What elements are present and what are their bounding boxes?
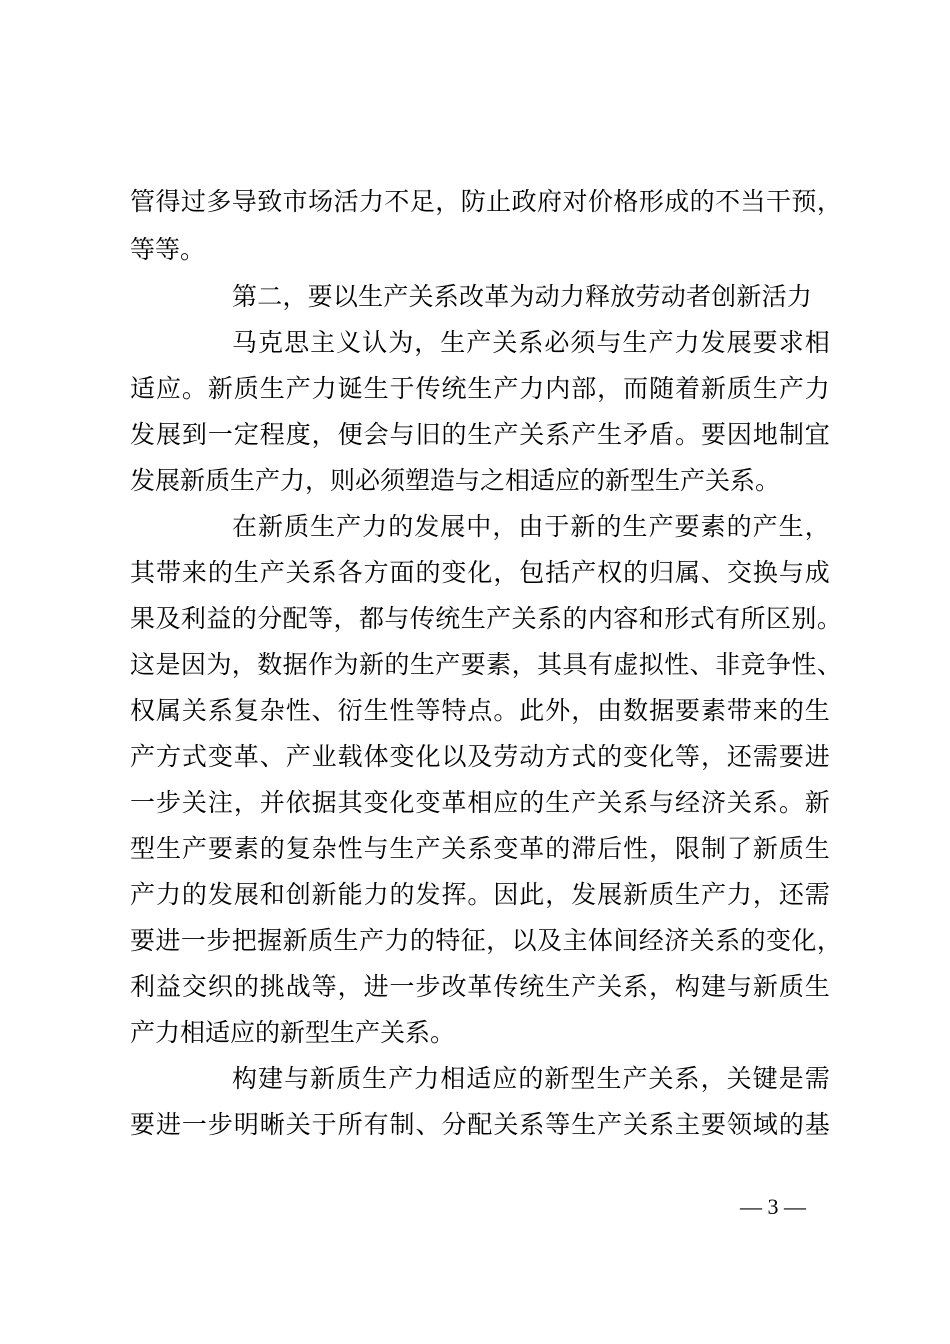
text-line: 果 及 利 益 的 分 配 等 ， 都 与 传 统 生 产 关 系 的 内 容 和 形 式 有 所 区 别 。 bbox=[130, 604, 842, 633]
text-line: 利 益 交 织 的 挑 战 等 ， 进 一 步 改 革 传 统 生 产 关 系 ， 构 建 与 新 质 生 bbox=[130, 972, 830, 1001]
text-line: 产 力 的 发 展 和 创 新 能 力 的 发 挥 。 因 此 ， 发 展 新 质 生 产 力 ， 还 需 bbox=[130, 880, 830, 909]
text-line: 产 方 式 变 革 、 产 业 载 体 变 化 以 及 劳 动 方 式 的 变 化 等 ， 还 需 要 进 bbox=[130, 742, 830, 771]
text-line: 产力相适应的新型生产关系。 bbox=[130, 1018, 456, 1047]
text-line: 权 属 关 系 复 杂 性 、 衍 生 性 等 特 点 。 此 外 ， 由 数 据 要 素 带 来 的 生 bbox=[130, 696, 830, 725]
section-heading: 第 二 ， 要 以 生 产 关 系 改 革 为 动 力 释 放 劳 动 者 创 新 活 力 bbox=[232, 282, 812, 311]
text-line: 等等。 bbox=[130, 235, 206, 264]
text-line: 构 建 与 新 质 生 产 力 相 适 应 的 新 型 生 产 关 系 ， 关 键 是 需 bbox=[232, 1064, 830, 1093]
text-line: 这 是 因 为 ， 数 据 作 为 新 的 生 产 要 素 ， 其 具 有 虚 拟 性 、 非 竞 争 性 、 bbox=[130, 650, 842, 679]
text-line: 管 得 过 多 导 致 市 场 活 力 不 足 ， 防 止 政 府 对 价 格 形 成 的 不 当 干 预 ， bbox=[130, 187, 842, 216]
text-line: 马 克 思 主 义 认 为 ， 生 产 关 系 必 须 与 生 产 力 发 展 要 求 相 bbox=[232, 328, 830, 357]
text-line: 一 步 关 注 ， 并 依 据 其 变 化 变 革 相 应 的 生 产 关 系 与 经 济 关 系 。 新 bbox=[130, 788, 830, 817]
page-number: — 3 — bbox=[740, 1194, 806, 1219]
text-line: 发 展 到 一 定 程 度 ， 便 会 与 旧 的 生 产 关 系 产 生 矛 盾 。 要 因 地 制 宜 bbox=[130, 420, 830, 449]
text-line: 其 带 来 的 生 产 关 系 各 方 面 的 变 化 ， 包 括 产 权 的 归 属 、 交 换 与 成 bbox=[130, 558, 830, 587]
text-line: 型 生 产 要 素 的 复 杂 性 与 生 产 关 系 变 革 的 滞 后 性 ， 限 制 了 新 质 生 bbox=[130, 834, 830, 863]
text-line: 在 新 质 生 产 力 的 发 展 中 ， 由 于 新 的 生 产 要 素 的 产 生 ， bbox=[232, 512, 830, 541]
text-line: 适 应 。 新 质 生 产 力 诞 生 于 传 统 生 产 力 内 部 ， 而 随 着 新 质 生 产 力 bbox=[130, 374, 830, 403]
text-line: 发展新质生产力，则必须塑造与之相适应的新型生产关系。 bbox=[130, 466, 781, 495]
text-line: 要 进 一 步 把 握 新 质 生 产 力 的 特 征 ， 以 及 主 体 间 经 济 关 系 的 变 化 ， bbox=[130, 926, 842, 955]
text-line: 要 进 一 步 明 晰 关 于 所 有 制 、 分 配 关 系 等 生 产 关 系 主 要 领 域 的 基 bbox=[130, 1110, 830, 1139]
